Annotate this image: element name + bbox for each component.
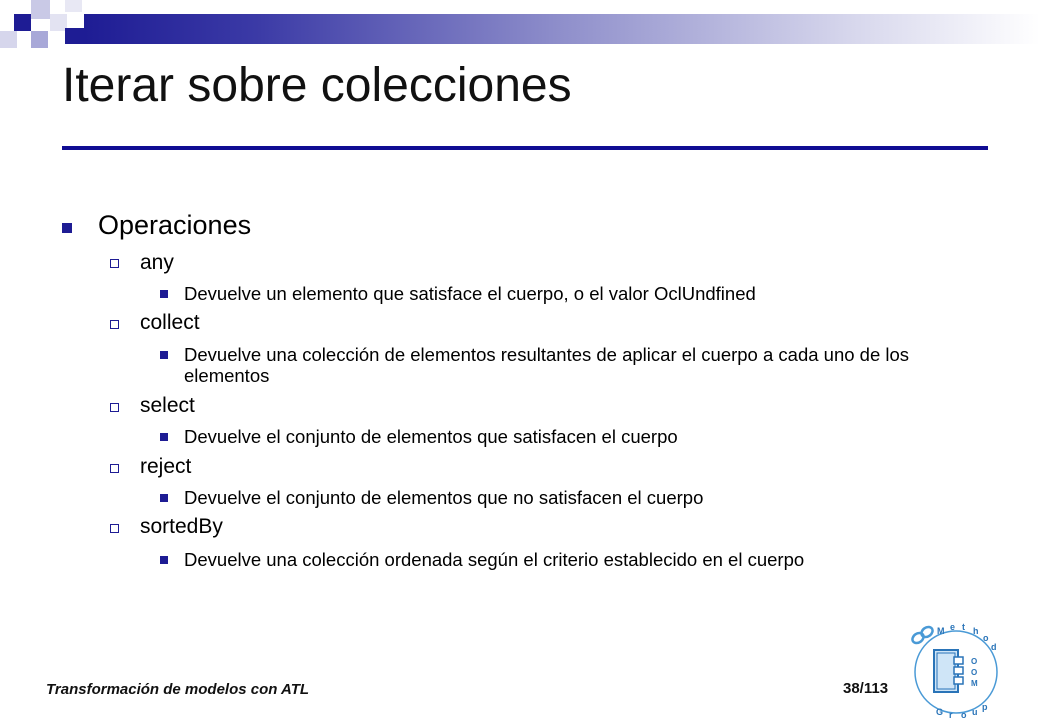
operation-description: Devuelve un elemento que satisface el cuerpo, o el valor OclUndfined — [184, 283, 756, 304]
logo-infinity-icon — [911, 625, 935, 645]
operation-name: select — [140, 394, 195, 417]
hollow-bullet-icon — [110, 320, 119, 329]
title-rule — [62, 146, 988, 150]
corner-square-5 — [31, 31, 48, 48]
logo-letter-o2: O — [971, 668, 978, 677]
corner-square-4 — [0, 31, 17, 48]
hollow-bullet-icon — [110, 524, 119, 533]
corner-square-1 — [14, 14, 31, 31]
operation-description: Devuelve una colección de elementos resultantes de aplicar el cuerpo a cada uno de los elementos — [184, 344, 910, 386]
corner-square-2 — [31, 0, 50, 19]
logo-letter: u — [972, 707, 978, 717]
operation-name: sortedBy — [140, 515, 223, 538]
logo-letter: d — [991, 642, 997, 652]
logo-letter: t — [962, 622, 965, 632]
operation-name: reject — [140, 455, 192, 478]
logo-letter: o — [983, 633, 989, 643]
logo-letter: r — [949, 710, 953, 720]
bullet-square-icon — [160, 556, 168, 564]
operation-name: any — [140, 251, 174, 274]
operation-description: Devuelve una colección ordenada según el criterio establecido en el cuerpo — [184, 549, 805, 570]
page-number: 38/113 — [843, 680, 889, 697]
operation-name: collect — [140, 311, 200, 334]
corner-square-6 — [65, 0, 82, 12]
operation-description: Devuelve el conjunto de elementos que no satisfacen el cuerpo — [184, 487, 704, 508]
logo-method-text — [937, 622, 997, 652]
bullet-square-icon — [160, 494, 168, 502]
slide-title: Iterar sobre colecciones — [62, 59, 572, 112]
hollow-bullet-icon — [110, 259, 119, 268]
operation-description: Devuelve el conjunto de elementos que satisfacen el cuerpo — [184, 426, 678, 447]
logo-document-icon — [934, 650, 963, 692]
hollow-bullet-icon — [110, 403, 119, 412]
section-heading: Operaciones — [98, 210, 252, 240]
logo-letter-o1: O — [971, 657, 978, 666]
hollow-bullet-icon — [110, 464, 119, 473]
bullet-square-icon — [160, 290, 168, 298]
logo-letter: o — [961, 710, 967, 720]
logo-letter: e — [950, 622, 956, 632]
oomethod-group-logo — [904, 620, 1014, 720]
logo-letter-m: M — [971, 679, 978, 688]
bullet-square-icon — [160, 351, 168, 359]
logo-letter: G — [936, 707, 944, 717]
bullet-square-icon — [62, 223, 72, 233]
corner-square-7 — [65, 28, 84, 44]
footer-course-title: Transformación de modelos con ATL — [46, 681, 310, 698]
logo-letter: M — [937, 626, 945, 636]
logo-letter: p — [982, 702, 988, 712]
logo-letter: h — [973, 626, 979, 636]
bullet-square-icon — [160, 433, 168, 441]
header-gradient-bar — [84, 14, 1040, 44]
